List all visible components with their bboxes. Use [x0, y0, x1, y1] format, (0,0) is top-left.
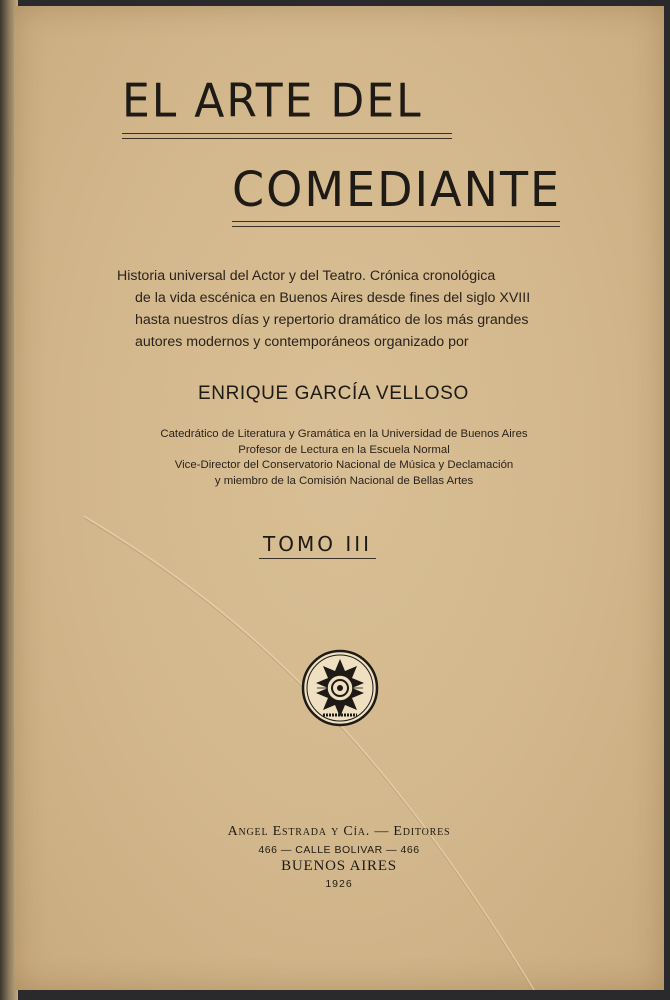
credential-line: Catedrático de Literatura y Gramática en la Universidad de Buenos Aires — [160, 428, 528, 440]
publisher-block — [204, 824, 474, 890]
author-name: ENRIQUE GARCÍA VELLOSO — [198, 383, 469, 404]
credential-line: y miembro de la Comisión Nacional de Bellas Artes — [214, 474, 474, 487]
publisher-city: BUENOS AIRES — [281, 858, 397, 874]
subtitle-line: hasta nuestros días y repertorio dramático de los más grandes — [135, 312, 529, 328]
credential-line: Vice-Director del Conservatorio Nacional de Música y Declamación — [174, 459, 514, 471]
publisher-address: 466 — CALLE BOLIVAR — 466 — [258, 844, 420, 856]
publisher-seal-icon — [301, 649, 379, 727]
title-line-2: COMEDIANTE — [232, 160, 562, 218]
author-credentials — [124, 427, 564, 489]
subtitle-line: de la vida escénica en Buenos Aires desde fines del siglo XVIII — [135, 290, 531, 306]
title-line-1: EL ARTE DEL — [122, 74, 423, 129]
publisher-name: Angel Estrada y Cía. — Editores — [227, 824, 451, 839]
subtitle-block — [114, 265, 574, 353]
credential-line: Profesor de Lectura en la Escuela Normal — [238, 443, 450, 456]
publication-year: 1926 — [325, 878, 353, 890]
title-rule-2 — [232, 221, 560, 227]
volume-label: TOMO III — [259, 532, 376, 559]
subtitle-line: autores modernos y contemporáneos organizado por — [135, 334, 469, 350]
subtitle-line: Historia universal del Actor y del Teatro. Crónica cronológica — [117, 268, 496, 284]
title-rule-1 — [122, 133, 452, 139]
title-page — [14, 6, 664, 990]
